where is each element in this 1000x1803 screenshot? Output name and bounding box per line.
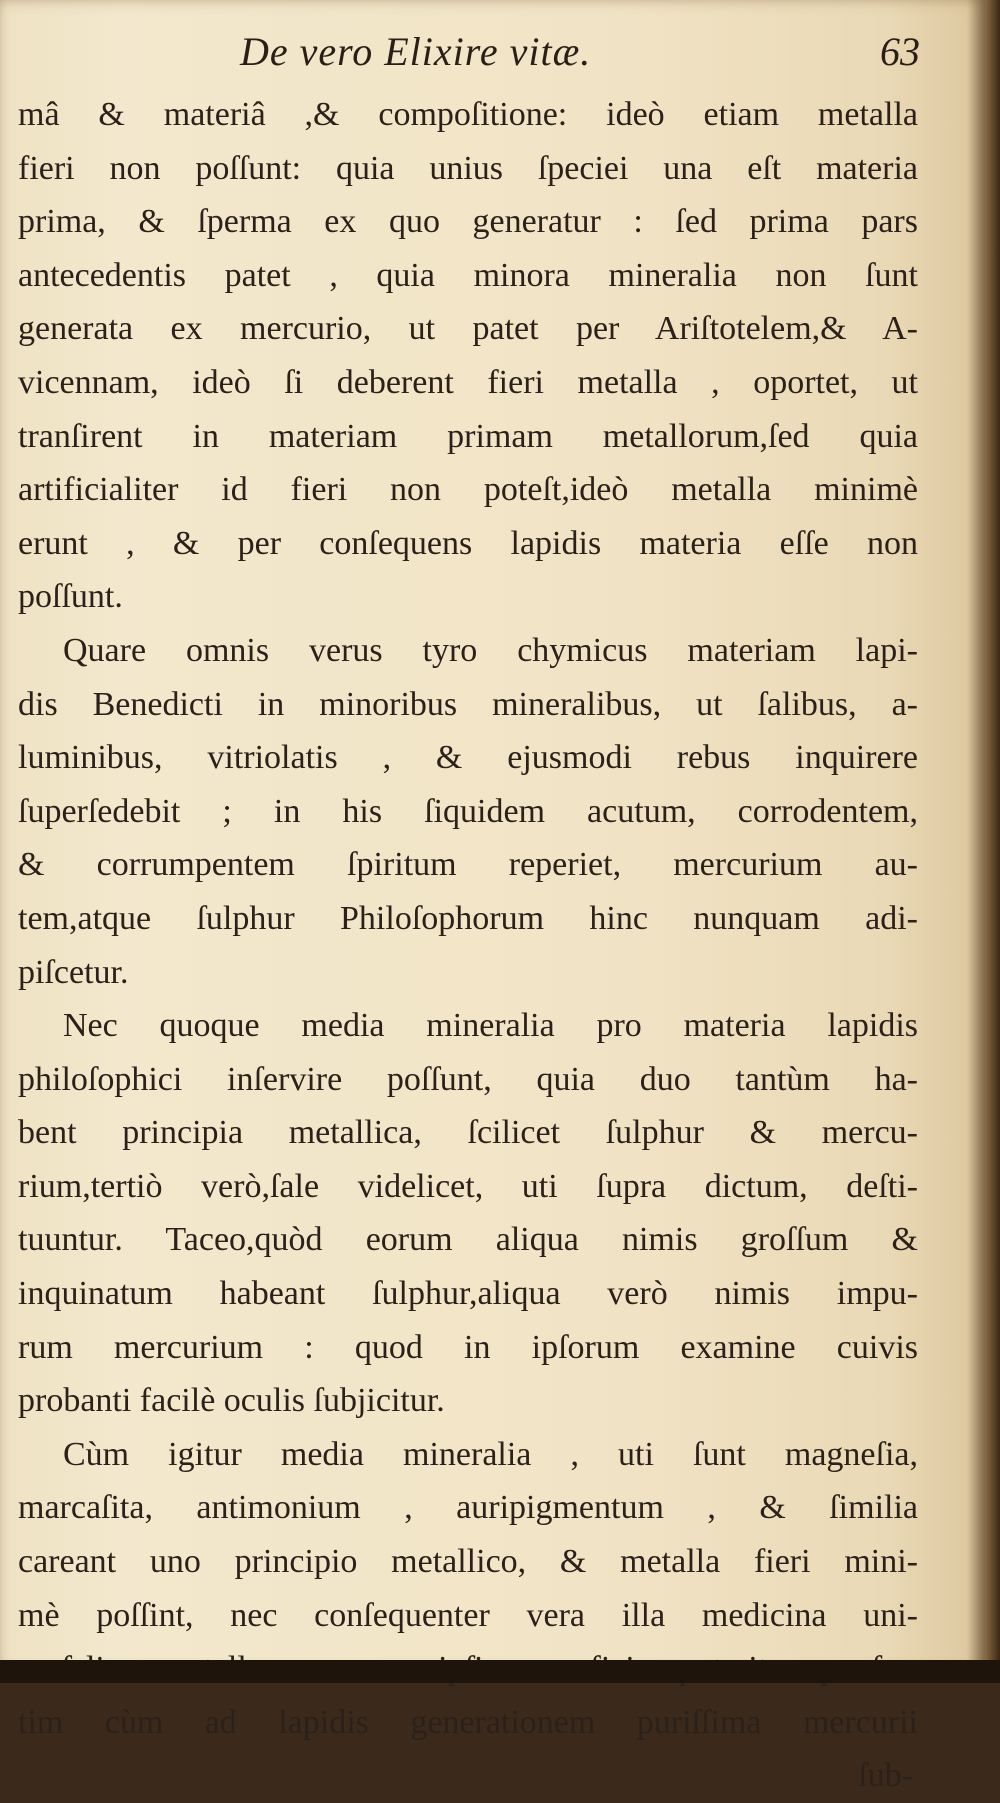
text-line: artificialiter id fieri non poteſt,ideò metalla minimè [18,471,918,509]
text-line: antecedentis patet , quia minora mineralia non ſunt [18,256,918,294]
text-line: rium,tertiò verò,ſale videlicet, uti ſupra dictum, deſti- [18,1167,918,1205]
text-line: & corrumpentem ſpiritum reperiet, mercurium au- [18,846,918,884]
catchword: ſub- [858,1757,913,1795]
text-line: tuuntur. Taceo,quòd eorum aliqua nimis groſſum & [18,1221,918,1259]
text-line: probanti facilè oculis ſubjicitur. [18,1382,445,1420]
paragraph-start-line: Cùm igitur media mineralia , uti ſunt magneſia, [63,1435,918,1473]
text-line: tem,atque ſulphur Philoſophorum hinc nunquam adi- [18,899,918,937]
text-line: inquinatum habeant ſulphur,aliqua verò nimis impu- [18,1275,918,1313]
text-line: careant uno principio metallico, & metalla fieri mini- [18,1543,918,1581]
text-line: bent principia metallica, ſcilicet ſulphur & mercu- [18,1114,918,1152]
body-text [18,88,918,1803]
book-fore-edge [985,0,1000,1683]
text-line: prima, & ſperma ex quo generatur : ſed prima pars [18,203,918,241]
text-line: mâ & materiâ ,& compoſitione: ideò etiam metalla [18,96,918,133]
text-line: mè poſſint, nec conſequenter vera illa medicina uni- [18,1596,918,1634]
paragraph-start-line: Quare omnis verus tyro chymicus materiam lapi- [63,631,918,669]
text-line: dis Benedicti in minoribus mineralibus, ut ſalibus, a- [18,685,918,723]
page-number: 63 [880,29,920,74]
text-line: erunt , & per conſequens lapidis materia eſſe non [18,524,918,562]
paragraph-start-line: Nec quoque media mineralia pro materia lapidis [63,1007,918,1045]
text-line: rum mercurium : quod in ipſorum examine cuivis [18,1328,918,1366]
text-line: tranſirent in materiam primam metallorum,ſed quia [18,417,918,455]
text-line: luminibus, vitriolatis , & ejusmodi rebus inquirere [18,739,918,777]
text-line: poſſunt. [18,578,123,616]
text-line: vicennam, ideò ſi deberent fieri metalla , oportet, ut [18,363,918,401]
text-line: marcaſita, antimonium , auripigmentum , & ſimilia [18,1489,918,1527]
text-line: generata ex mercurio, ut patet per Ariſtotelem,& A- [18,310,918,348]
text-line: tim cùm ad lapidis generationem puriſſima mercurii [18,1703,918,1741]
page-header [30,28,940,88]
text-line: ſuperſedebit ; in his ſiquidem acutum, corrodentem, [18,792,918,830]
book-bottom-edge [0,1660,1000,1683]
text-line: fieri non poſſunt: quia unius ſpeciei una eſt materia [18,149,918,187]
running-title: De vero Elixire vitæ. [240,29,592,74]
text-line: philoſophici inſervire poſſunt, quia duo tantùm ha- [18,1060,918,1098]
text-line: piſcetur. [18,953,129,991]
